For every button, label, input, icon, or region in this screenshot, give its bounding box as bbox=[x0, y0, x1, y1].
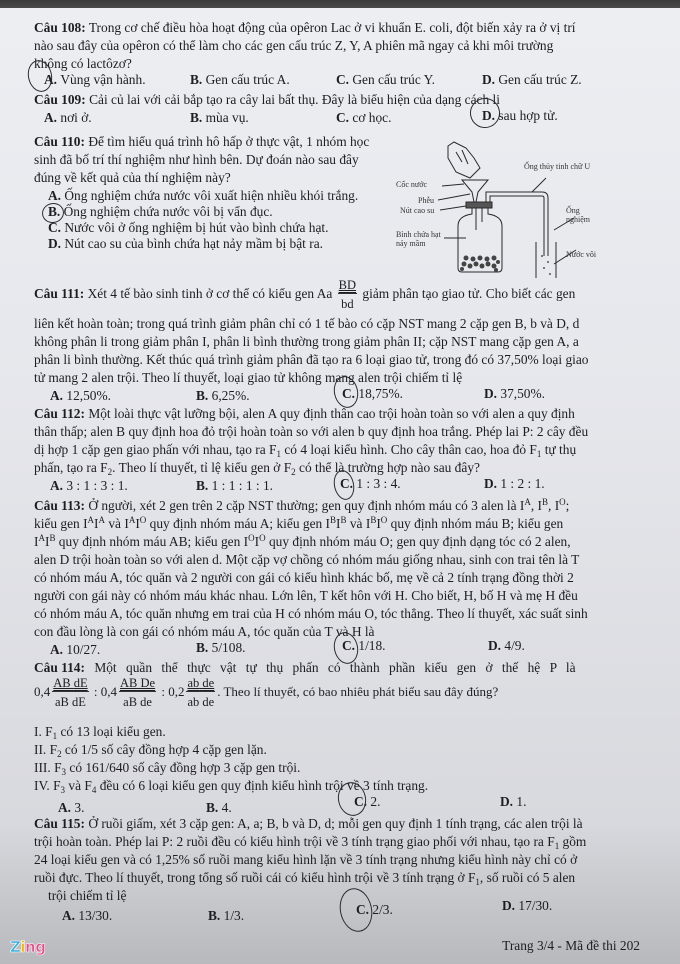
q115-line-4: ruồi đực. Theo lí thuyết, trong tổng số ruồi cái có kiểu hình trội về 3 tính trạng ở $F_1$, số ruồi có 5 alen bbox=[34, 870, 576, 887]
q114-option-b: B. 4. bbox=[206, 800, 232, 815]
q114-statement-3: III. $F_3$ có 161/640 số cây đồng hợp 3 cặp gen trội. bbox=[34, 760, 301, 777]
q113-option-b: B. 5/108. bbox=[196, 640, 246, 655]
label-coc-nuoc: Cốc nước bbox=[396, 180, 428, 189]
q115-option-b: B. 1/3. bbox=[208, 908, 245, 923]
label-ong-nghiem-2: nghiệm bbox=[566, 215, 590, 224]
label-binh-chua-hat-2: nảy mầm bbox=[396, 239, 426, 248]
q108-line-2: nào sau đây của opêron có thể làm cho các gen cấu trúc Z, Y, A phiên mã ngay cả khi môi trường bbox=[34, 38, 554, 53]
q114-option-d: D. 1. bbox=[500, 794, 527, 809]
q113-line-5: có nhóm máu A, tóc quăn và 2 người con gái có kiểu hình khác bố, mẹ về cả 2 tính trạng đồng thời 2 bbox=[34, 570, 574, 585]
q113-line-8: con đầu lòng là con gái có nhóm máu A, tóc quăn của T và H là bbox=[34, 624, 375, 639]
q112-line-1: Câu 112: Một loài thực vật lưỡng bội, alen A quy định thân cao trội hoàn toàn so với alen a quy định bbox=[34, 406, 575, 421]
q111-option-c: C. 18,75%. bbox=[342, 386, 404, 401]
label-nut-cao-su: Nút cao su bbox=[400, 206, 435, 215]
q109-option-c: C. cơ học. bbox=[336, 110, 392, 125]
q113-option-a: A. 10/27. bbox=[50, 642, 101, 657]
q108-option-a: A. Vùng vận hành. bbox=[44, 72, 146, 87]
q115-option-a: A. 13/30. bbox=[62, 908, 113, 923]
q108-line-3: không có lactôzơ? bbox=[34, 56, 132, 71]
q109-option-b: B. mùa vụ. bbox=[190, 110, 249, 125]
q112-line-3: dị hợp 1 cặp gen giao phấn với nhau, tạo ra $F_1$ có 4 loại kiểu hình. Cho cây thân cao, hoa đỏ $F_1$ tự thụ bbox=[34, 442, 577, 459]
q108-option-b: B. Gen cấu trúc A. bbox=[190, 72, 290, 87]
q113-line-1: Câu 113: Ở người, xét 2 gen trên 2 cặp NST thường; gen quy định nhóm máu có 3 alen là $I^A$, $I^B$, $I^O$; bbox=[34, 497, 570, 513]
q113-option-c: C. 1/18. bbox=[342, 638, 386, 653]
label-ong-nghiem-1: Ống bbox=[566, 206, 580, 215]
exam-page bbox=[0, 8, 680, 964]
q114-option-c: C. 2. bbox=[354, 794, 381, 809]
q114-line-1: Câu 114: Một quần thể thực vật tự thụ phấn có thành phần kiểu gen ở thế hệ P là bbox=[34, 660, 576, 675]
page-footer: Trang 3/4 - Mã đề thi 202 bbox=[502, 938, 640, 953]
q115-line-2: trội hoàn toàn. Phép lai P: 2 ruồi đều có kiểu hình trội về 3 tính trạng giao phối với nhau, tạo ra $F_1$ gồm bbox=[34, 834, 587, 851]
label-nuoc-voi: Nước vôi bbox=[566, 250, 597, 259]
q115-line-1: Câu 115: Ở ruồi giấm, xét 3 cặp gen: A, a; B, b và D, d; mỗi gen quy định 1 tính trạng, các alen trội là bbox=[34, 816, 583, 831]
q109-option-a: A. nơi ở. bbox=[44, 110, 92, 125]
q113-line-7: có nhóm máu A, tóc quăn nhưng em trai của H có nhóm máu O, tóc thẳng. Theo lí thuyết, xác suất sinh bbox=[34, 606, 588, 621]
respiration-experiment-figure bbox=[396, 138, 680, 278]
q111-line-4: phân li bình thường. Kết thúc quá trình giảm phân đã tạo ra 6 loại giao tử, trong đó có 37,50% loại giao bbox=[34, 352, 589, 367]
label-ong-thuy-tinh: Ống thủy tinh chữ U bbox=[524, 162, 591, 171]
q110-option-c: C. Nước vôi ở ống nghiệm bị hút vào bình chứa hạt. bbox=[48, 220, 329, 235]
q111-option-a: A. 12,50%. bbox=[50, 388, 112, 403]
q108-line-1: Câu 108: Trong cơ chế điều hòa hoạt động của opêron Lac ở vi khuẩn E. coli, đột biến xảy ra ở vị trí bbox=[34, 20, 576, 35]
label-pheu: Phễu bbox=[418, 196, 434, 205]
q113-line-6: người con gái này có nhóm máu khác nhau. Lớn lên, T kết hôn với H. Cho biết, H, bố H và mẹ H đều bbox=[34, 588, 578, 603]
q111-line-3: không phân li trong giảm phân I, phân li bình thường trong giảm phân II; cặp NST mang cặp gen A, a bbox=[34, 334, 579, 349]
q111-line-1: Câu 111: Xét 4 tế bào sinh tinh ở cơ thể có kiểu gen Aa $\frac{BD}{bd}$ giảm phân tạo giao tử. Cho biết các gen bbox=[34, 278, 576, 311]
q114-option-a: A. 3. bbox=[58, 800, 85, 815]
q112-option-c: C. 1 : 3 : 4. bbox=[340, 476, 401, 491]
q113-line-3: $I^AI^B$ quy định nhóm máu AB; kiểu gen $I^OI^O$ quy định nhóm máu O; gen quy định dạng tóc có 2 alen, bbox=[34, 533, 571, 549]
q110-option-a: A. Ống nghiệm chứa nước vôi xuất hiện nhiều khói trắng. bbox=[48, 188, 359, 203]
q110-line-1: Câu 110: Để tìm hiểu quá trình hô hấp ở thực vật, 1 nhóm học bbox=[34, 134, 370, 149]
q115-option-c: C. 2/3. bbox=[356, 902, 393, 917]
q112-option-b: B. 1 : 1 : 1 : 1. bbox=[196, 478, 274, 493]
q114-genotypes: 0,4 $\frac{\text{AB dE}}{\text{aB dE}}$ : 0,4 $\frac{\text{AB De}}{\text{aB de}}$ : 0,2 $\frac{\text{ab de}}{\text{ab de}}$ . Theo lí thuyết, có bao nhiêu phát biểu sau đây đúng? bbox=[34, 676, 499, 709]
q112-option-a: A. 3 : 1 : 3 : 1. bbox=[50, 478, 128, 493]
q110-option-d: D. Nút cao su của bình chứa hạt nảy mầm bị bật ra. bbox=[48, 236, 323, 251]
q114-statement-2: II. $F_2$ có 1/5 số cây đồng hợp 4 cặp gen lặn. bbox=[34, 742, 267, 759]
q114-statement-4: IV. $F_3$ và $F_4$ đều có 6 loại kiểu gen quy định kiểu hình trội về 3 tính trạng. bbox=[34, 778, 429, 795]
experiment-apparatus-illustration bbox=[396, 138, 680, 278]
q111-line-2: liên kết hoàn toàn; trong quá trình giảm phân chỉ có 1 tế bào có cặp NST mang 2 cặp gen B, b và D, d bbox=[34, 316, 580, 331]
q115-line-3: 24 loại kiểu gen và có 1,25% số ruồi mang kiểu hình lặn về 3 tính trạng nhưng kiểu hình này chỉ có ở bbox=[34, 852, 578, 867]
q112-option-d: D. 1 : 2 : 1. bbox=[484, 476, 545, 491]
q115-option-d: D. 17/30. bbox=[502, 898, 553, 913]
zing-watermark-logo: Zing bbox=[10, 938, 46, 956]
q113-line-2: kiểu gen $I^AI^A$ và $I^AI^O$ quy định nhóm máu A; kiểu gen $I^BI^B$ và $I^BI^O$ quy định nhóm máu B; kiểu gen bbox=[34, 515, 564, 531]
q113-line-4: alen D trội hoàn toàn so với alen d. Một cặp vợ chồng có nhóm máu giống nhau, sinh con trai tên là T bbox=[34, 552, 580, 567]
q111-line-5: tử mang 2 alen trội. Theo lí thuyết, loại giao tử không mang alen trội chiếm tỉ lệ bbox=[34, 370, 463, 385]
q109-line-1: Câu 109: Cải củ lai với cải bắp tạo ra cây lai bất thụ. Đây là biểu hiện của dạng cách li bbox=[34, 92, 500, 107]
q112-line-4: phấn, tạo ra $F_2$. Theo lí thuyết, tỉ lệ kiểu gen ở $F_2$ có thể là trường hợp nào sau đây? bbox=[34, 460, 480, 477]
genotype-fraction: $\frac{BD}{bd}$ bbox=[338, 278, 357, 311]
q114-statement-1: I. $F_1$ có 13 loại kiểu gen. bbox=[34, 724, 166, 741]
q110-line-2: sinh đã bố trí thí nghiệm như hình bên. Dự đoán nào sau đây bbox=[34, 152, 359, 167]
label-binh-chua-hat-1: Bình chứa hạt bbox=[396, 230, 441, 239]
q111-option-d: D. 37,50%. bbox=[484, 386, 546, 401]
q113-option-d: D. 4/9. bbox=[488, 638, 525, 653]
q115-line-5: trội chiếm tỉ lệ bbox=[48, 888, 127, 903]
q109-option-d: D. sau hợp tử. bbox=[482, 108, 558, 123]
q111-option-b: B. 6,25%. bbox=[196, 388, 250, 403]
q108-option-d: D. Gen cấu trúc Z. bbox=[482, 72, 582, 87]
q108-option-c: C. Gen cấu trúc Y. bbox=[336, 72, 435, 87]
q112-line-2: thân thấp; alen B quy định hoa đỏ trội hoàn toàn so với alen b quy định hoa trắng. Phép lai P: 2 cây đều bbox=[34, 424, 589, 439]
q110-option-b: B. Ống nghiệm chứa nước vôi bị vẩn đục. bbox=[48, 204, 273, 219]
q110-line-3: đúng về kết quả của thí nghiệm này? bbox=[34, 170, 231, 185]
